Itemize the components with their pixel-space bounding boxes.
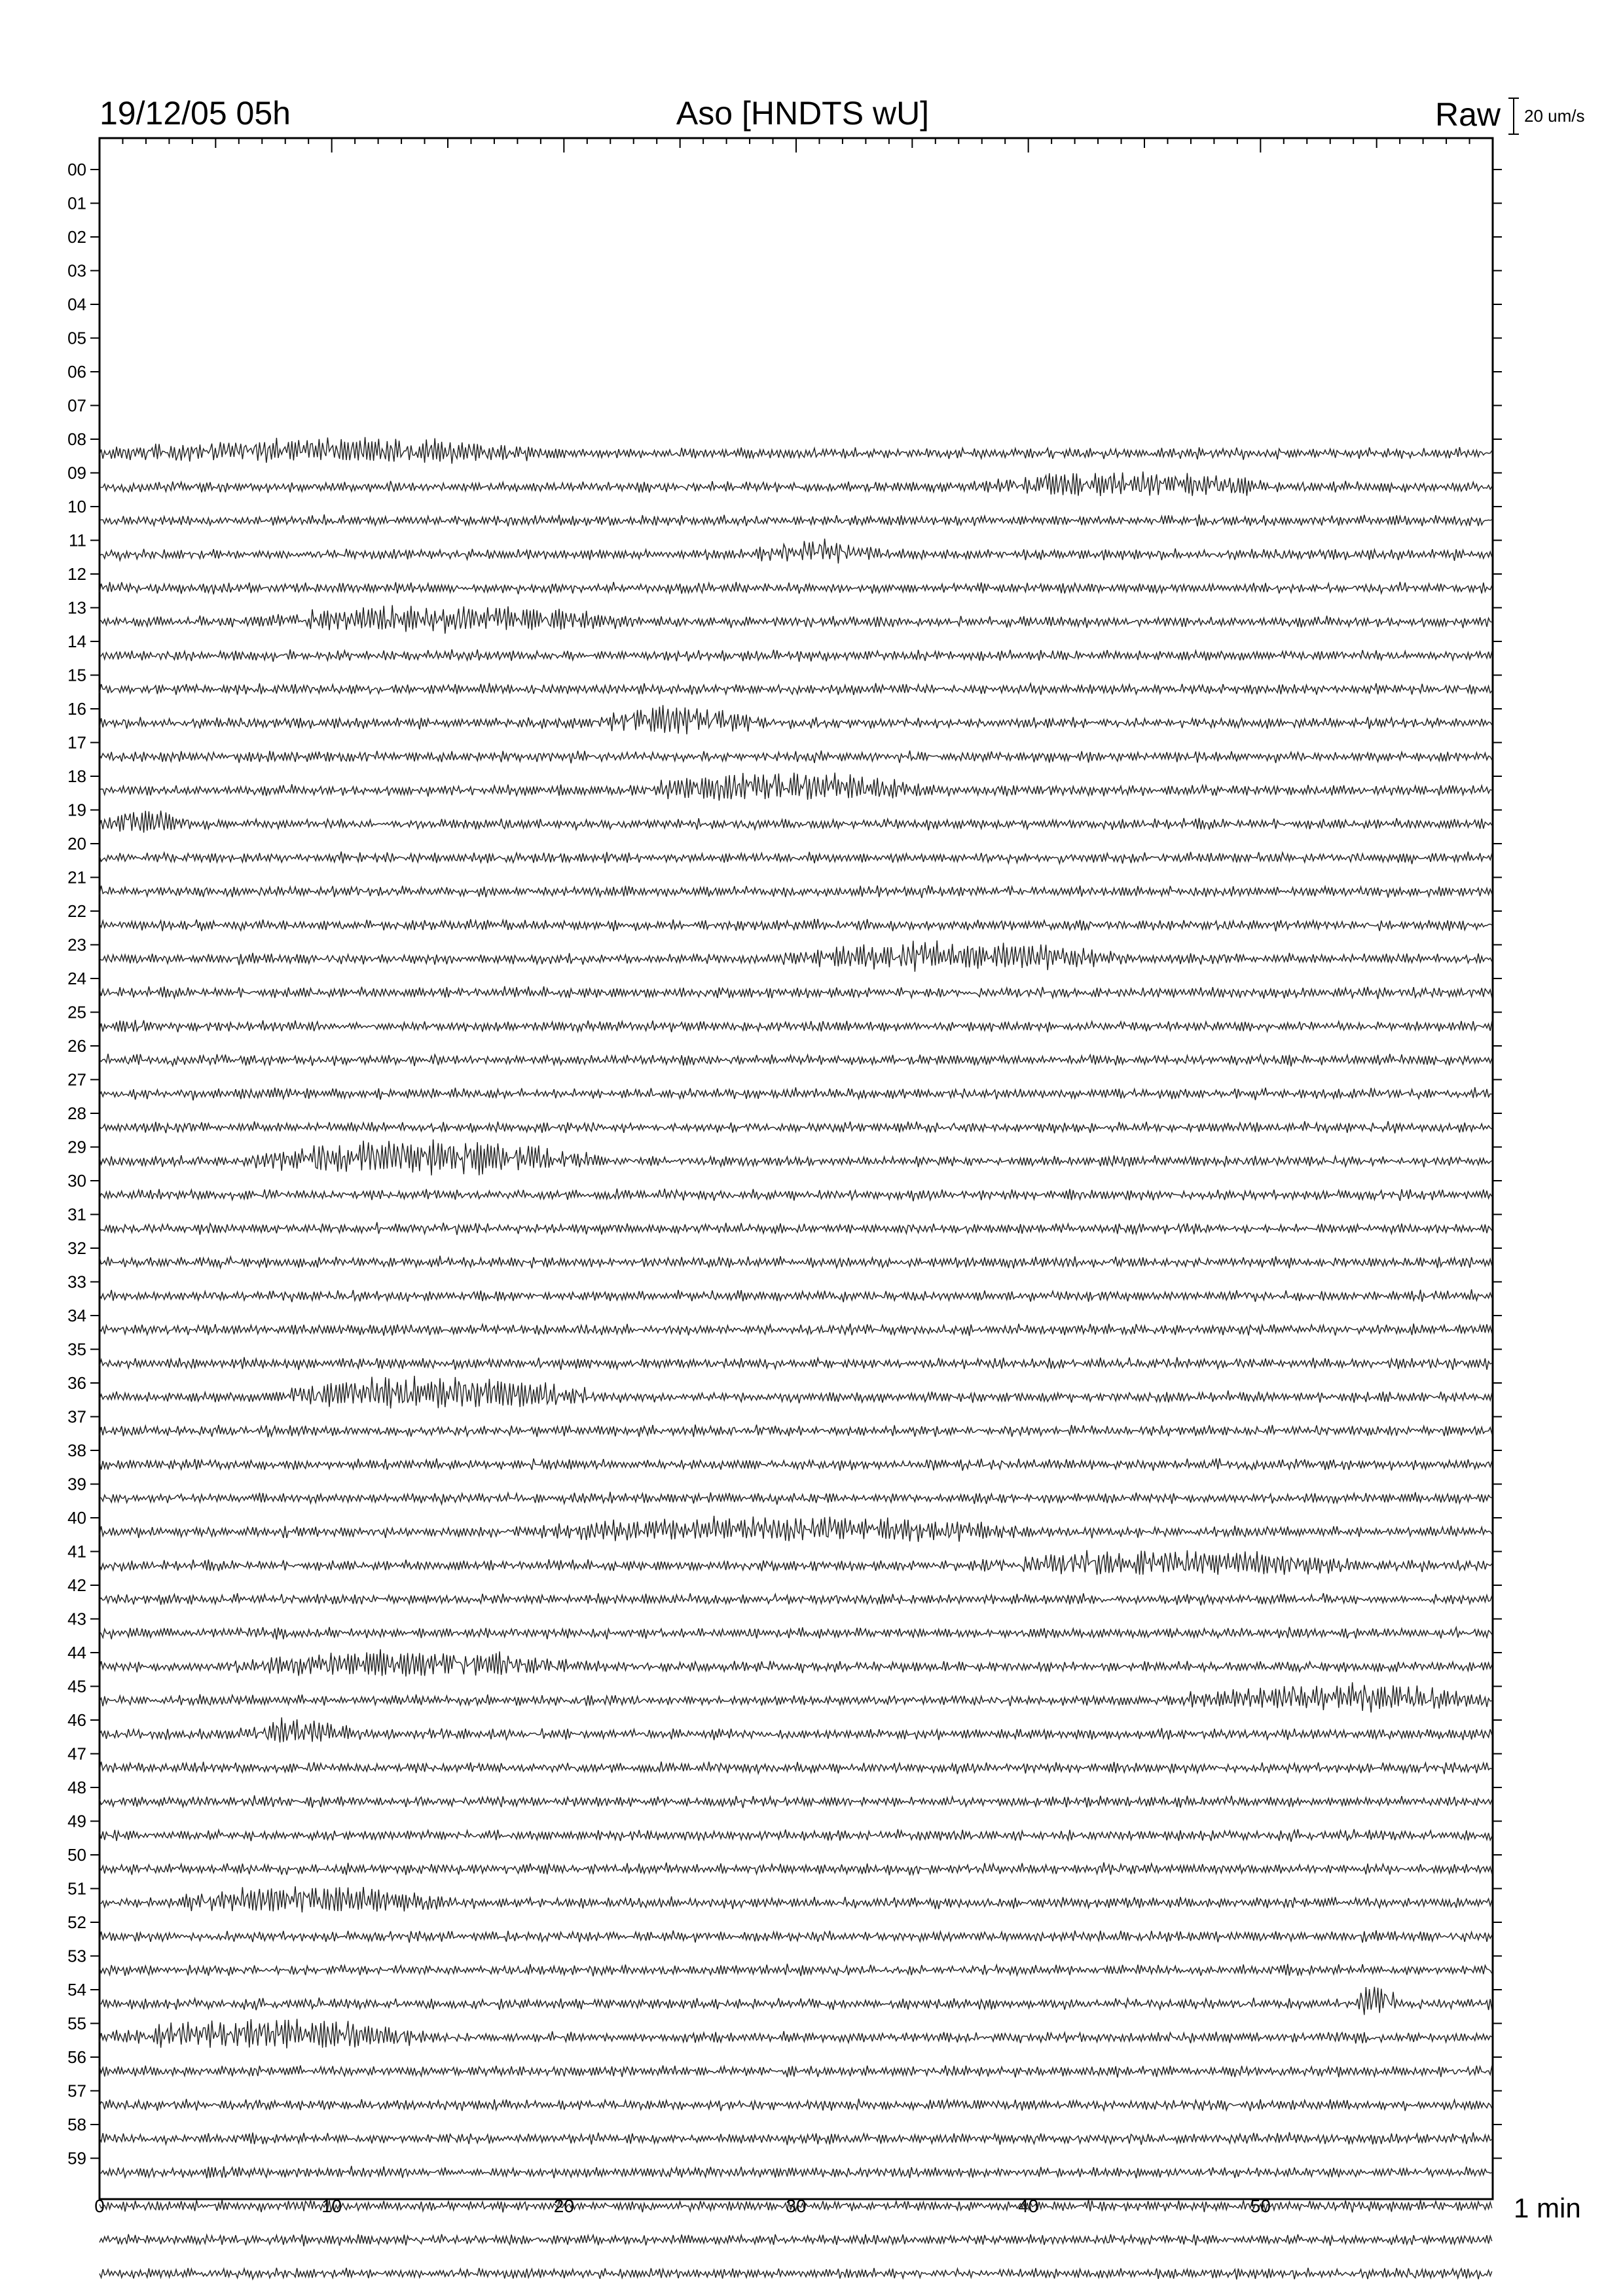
trace-row-23 (100, 941, 1492, 972)
row-label: 37 (67, 1407, 86, 1427)
trace-row-55 (100, 2019, 1492, 2049)
x-axis-label: 1 min (1514, 2193, 1581, 2223)
row-label: 33 (67, 1272, 86, 1292)
trace-row-28 (100, 1121, 1492, 1134)
row-label: 54 (67, 1980, 86, 2000)
row-label: 29 (67, 1137, 86, 1157)
row-label: 55 (67, 2013, 86, 2034)
trace-row-48 (100, 1795, 1492, 1808)
row-label: 51 (67, 1878, 86, 1899)
x-tick-label: 0 (94, 2196, 105, 2216)
row-label: 16 (67, 699, 86, 719)
trace-row-36 (100, 1376, 1492, 1408)
top-minute-ticks (100, 138, 1493, 152)
row-label: 39 (67, 1474, 86, 1494)
trace-row-17 (100, 751, 1492, 763)
row-label: 52 (67, 1912, 86, 1932)
trace-row-41 (100, 1551, 1492, 1575)
row-label: 18 (67, 766, 86, 786)
trace-row-42 (100, 1593, 1492, 1605)
trace-row-8 (100, 437, 1492, 464)
trace-row-9 (100, 471, 1492, 496)
row-label: 47 (67, 1744, 86, 1764)
amplitude-scale-bar (1508, 98, 1585, 134)
seismic-traces (100, 437, 1492, 2280)
row-label: 48 (67, 1778, 86, 1797)
trace-row-50 (100, 1863, 1492, 1876)
row-label: 06 (67, 362, 86, 382)
row-label: 13 (67, 598, 86, 618)
row-label: 46 (67, 1710, 86, 1730)
trace-row-37 (100, 1425, 1492, 1437)
trace-row-24 (100, 986, 1492, 999)
row-label: 12 (67, 564, 86, 584)
x-tick-label: 30 (786, 2196, 807, 2216)
trace-row-27 (100, 1087, 1492, 1100)
trace-row-22 (100, 919, 1492, 931)
row-label: 14 (67, 632, 86, 651)
trace-row-10 (100, 514, 1492, 526)
trace-row-43 (100, 1627, 1492, 1640)
row-label: 35 (67, 1339, 86, 1359)
row-label: 23 (67, 935, 86, 955)
trace-row-47 (100, 1762, 1492, 1774)
trace-row-26 (100, 1054, 1492, 1066)
row-label: 07 (67, 395, 86, 416)
row-ticks (90, 170, 1502, 2159)
datetime-label: 19/12/05 05h (100, 95, 291, 132)
trace-row-21 (100, 886, 1492, 898)
row-label: 50 (67, 1845, 86, 1865)
row-label: 36 (67, 1373, 86, 1393)
row-label: 28 (67, 1103, 86, 1123)
station-title: Aso [HNDTS wU] (676, 95, 930, 132)
row-label: 40 (67, 1508, 86, 1528)
row-label: 42 (67, 1575, 86, 1595)
trace-row-59 (100, 2166, 1492, 2178)
trace-row-40 (100, 1516, 1492, 1542)
trace-row-11 (100, 539, 1492, 564)
trace-row-46 (100, 1717, 1492, 1742)
trace-row-29 (100, 1139, 1492, 1175)
trace-row-13 (100, 605, 1492, 634)
row-label: 53 (67, 1946, 86, 1966)
trace-row-44 (100, 1649, 1492, 1677)
x-tick-label: 10 (321, 2196, 342, 2216)
row-label: 27 (67, 1069, 86, 1090)
trace-row-54 (100, 1987, 1492, 2015)
trace-row-49 (100, 1829, 1492, 1842)
row-labels (67, 160, 86, 2168)
row-label: 57 (67, 2081, 86, 2101)
row-label: 04 (67, 295, 86, 314)
row-label: 49 (67, 1811, 86, 1831)
row-label: 03 (67, 260, 86, 281)
row-label: 34 (67, 1306, 86, 1325)
row-label: 25 (67, 1002, 86, 1022)
trace-row-32 (100, 1256, 1492, 1268)
row-label: 20 (67, 834, 86, 853)
row-label: 41 (67, 1541, 86, 1562)
trace-row-56 (100, 2066, 1492, 2078)
row-label: 31 (67, 1204, 86, 1225)
trace-row-20 (100, 852, 1492, 864)
row-label: 44 (67, 1643, 86, 1662)
trace-row-53 (100, 1964, 1492, 1976)
trace-row-39 (100, 1492, 1492, 1504)
row-label: 22 (67, 901, 86, 921)
row-label: 58 (67, 2115, 86, 2134)
row-label: 24 (67, 969, 86, 988)
row-label: 10 (67, 497, 86, 516)
row-label: 45 (67, 1676, 86, 1696)
x-tick-label: 40 (1018, 2196, 1039, 2216)
trace-row-58 (100, 2132, 1492, 2145)
trace-row-30 (100, 1189, 1492, 1201)
row-label: 56 (67, 2047, 86, 2067)
trace-row-18 (100, 773, 1492, 801)
row-label: 21 (67, 867, 86, 888)
trace-row-19 (100, 811, 1492, 833)
trace-row-15 (100, 683, 1492, 695)
trace-row-33 (100, 1289, 1492, 1302)
row-label: 17 (67, 732, 86, 753)
mode-label: Raw (1434, 96, 1501, 133)
scale-label: 20 um/s (1524, 106, 1585, 126)
trace-row-38 (100, 1458, 1492, 1471)
row-label: 26 (67, 1036, 86, 1056)
trace-row-51 (100, 1886, 1492, 1912)
trace-row-57 (100, 2099, 1492, 2111)
trace-row-35 (100, 1357, 1492, 1371)
row-label: 32 (67, 1238, 86, 1258)
row-label: 11 (69, 530, 86, 550)
trace-row-62 (100, 2268, 1492, 2280)
row-label: 08 (67, 429, 86, 449)
row-label: 59 (67, 2148, 86, 2168)
row-label: 19 (67, 800, 86, 820)
trace-row-45 (100, 1682, 1492, 1712)
trace-row-31 (100, 1222, 1492, 1234)
row-label: 01 (67, 193, 86, 213)
row-label: 05 (67, 328, 86, 348)
trace-row-16 (100, 705, 1492, 734)
row-label: 30 (67, 1171, 86, 1191)
trace-row-25 (100, 1020, 1492, 1032)
trace-row-34 (100, 1323, 1492, 1336)
trace-row-14 (100, 649, 1492, 662)
row-label: 43 (67, 1609, 86, 1629)
row-label: 00 (67, 160, 86, 179)
row-label: 38 (67, 1441, 86, 1460)
trace-row-12 (100, 582, 1492, 594)
x-tick-label: 20 (553, 2196, 574, 2216)
plot-frame (100, 138, 1493, 2199)
row-label: 15 (67, 665, 86, 685)
trace-row-61 (100, 2234, 1492, 2247)
row-label: 02 (67, 227, 86, 247)
x-tick-label: 50 (1250, 2196, 1271, 2216)
trace-row-52 (100, 1930, 1492, 1943)
row-label: 09 (67, 463, 86, 483)
